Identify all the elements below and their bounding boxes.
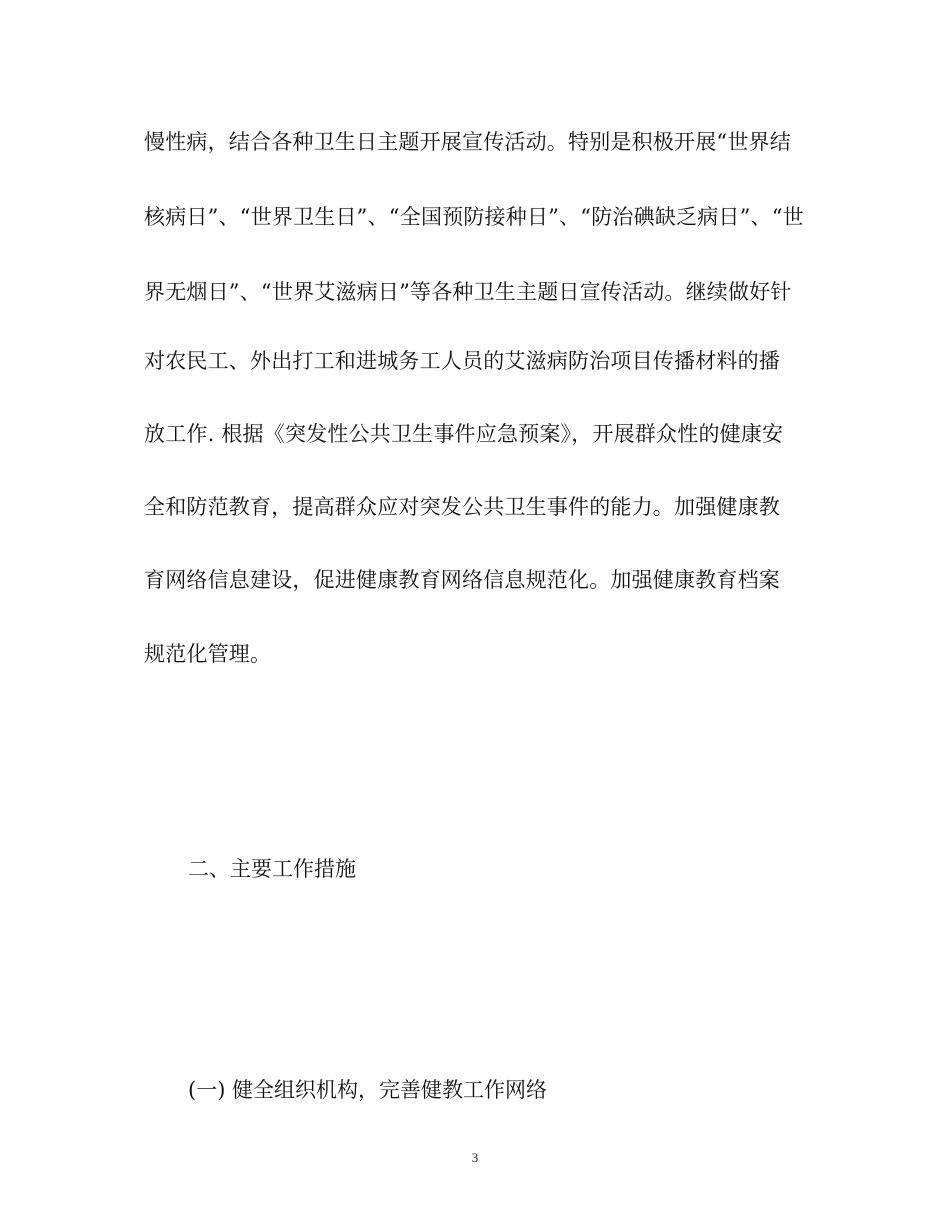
paragraph-line-5: 放工作. 根据《突发性公共卫生事件应急预案》，开展群众性的健康安 (144, 422, 784, 446)
paragraph-line-7: 育网络信息建设，促进健康教育网络信息规范化。加强健康教育档案 (144, 568, 780, 592)
section-heading: 二、主要工作措施 (188, 857, 356, 881)
paragraph-line-4: 对农民工、外出打工和进城务工人员的艾滋病防治项目传播材料的播 (144, 349, 780, 373)
subsection-heading: (一) 健全组织机构，完善健教工作网络 (188, 1078, 548, 1102)
page-number: 3 (471, 1150, 479, 1165)
paragraph-line-2: 核病日”、“世界卫生日”、“全国预防接种日”、“防治碘缺乏病日”、“世 (144, 205, 804, 229)
paragraph-line-8: 规范化管理。 (144, 642, 272, 666)
paragraph-line-6: 全和防范教育，提高群众应对突发公共卫生事件的能力。加强健康教 (144, 495, 780, 519)
paragraph-line-3: 界无烟日”、“世界艾滋病日”等各种卫生主题日宣传活动。继续做好针 (144, 280, 792, 304)
paragraph-line-1: 慢性病，结合各种卫生日主题开展宣传活动。特别是积极开展“世界结 (144, 130, 791, 154)
